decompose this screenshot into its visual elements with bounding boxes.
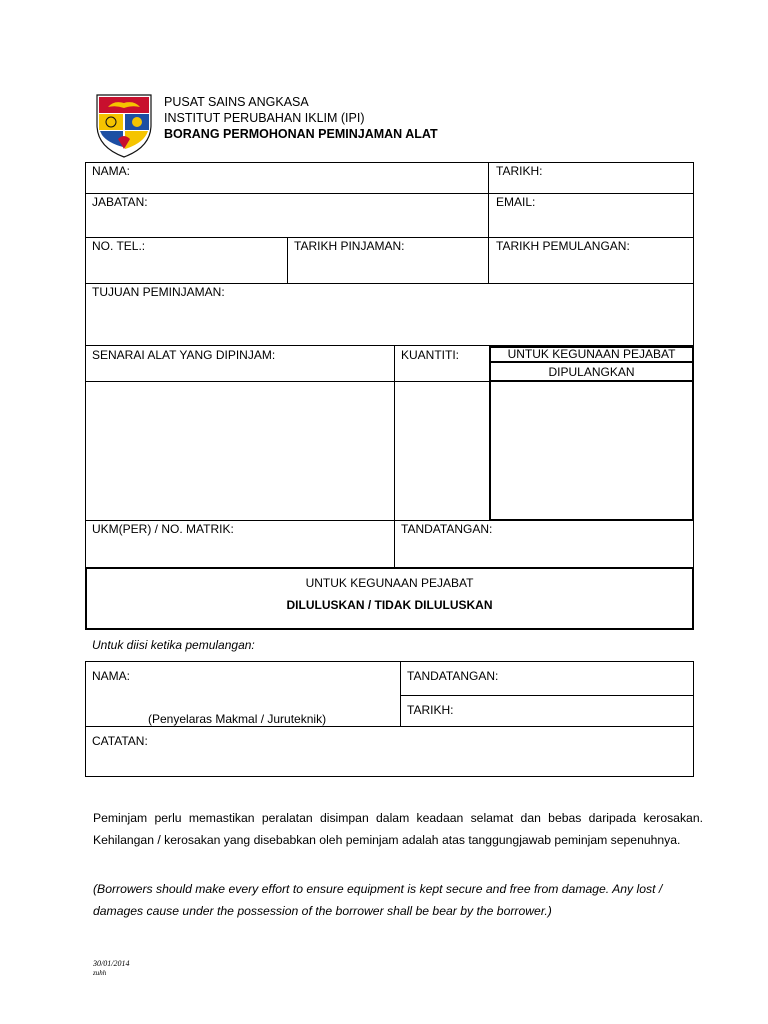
form-title: BORANG PERMOHONAN PEMINJAMAN ALAT [164, 127, 438, 141]
ukm-crest-icon [94, 91, 154, 159]
tandatangan-label: TANDATANGAN: [401, 522, 493, 536]
ukm-matrik-label: UKM(PER) / NO. MATRIK: [92, 522, 234, 536]
approval-decision: DILULUSKAN / TIDAK DILULUSKAN [286, 598, 493, 612]
office-approval-title: UNTUK KEGUNAAN PEJABAT [305, 576, 474, 590]
tarikh-pemulangan-label: TARIKH PEMULANGAN: [496, 239, 630, 253]
footer-initials: zuhh [93, 969, 107, 977]
office-use-label: UNTUK KEGUNAAN PEJABAT [507, 347, 676, 361]
return-tarikh-label: TARIKH: [407, 703, 454, 717]
no-tel-label: NO. TEL.: [92, 239, 146, 253]
english-notice: (Borrowers should make every effort to ensure equipment is kept secure and free from damage. Any lost / damages cause under the possession of the borrower shall be bear by the borrower.) [93, 882, 663, 918]
tarikh-label: TARIKH: [496, 164, 543, 178]
jabatan-label: JABATAN: [92, 195, 148, 209]
return-tandatangan-label: TANDATANGAN: [407, 669, 499, 683]
dipulangkan-label: DIPULANGKAN [548, 365, 635, 379]
coordinator-role: (Penyelaras Makmal / Juruteknik) [148, 712, 327, 726]
malay-notice: Peminjam perlu memastikan peralatan disimpan dalam keadaan selamat dan bebas daripada kerosakan. Kehilangan / kerosakan yang disebabkan oleh peminjam adalah atas tanggungjawab peminjam sepenuhnya. [93, 811, 703, 847]
tarikh-pinjaman-label: TARIKH PINJAMAN: [294, 239, 405, 253]
return-nama-label: NAMA: [92, 669, 131, 683]
senarai-label: SENARAI ALAT YANG DIPINJAM: [92, 348, 276, 362]
email-label: EMAIL: [496, 195, 536, 209]
footer-date: 30/01/2014 [93, 959, 130, 968]
nama-label: NAMA: [92, 164, 131, 178]
kuantiti-label: KUANTITI: [401, 348, 460, 362]
catatan-label: CATATAN: [92, 734, 148, 748]
tujuan-label: TUJUAN PEMINJAMAN: [92, 285, 225, 299]
header-line-1: PUSAT SAINS ANGKASA [164, 95, 309, 109]
header-line-2: INSTITUT PERUBAHAN IKLIM (IPI) [164, 111, 365, 125]
return-intro: Untuk diisi ketika pemulangan: [92, 638, 255, 652]
